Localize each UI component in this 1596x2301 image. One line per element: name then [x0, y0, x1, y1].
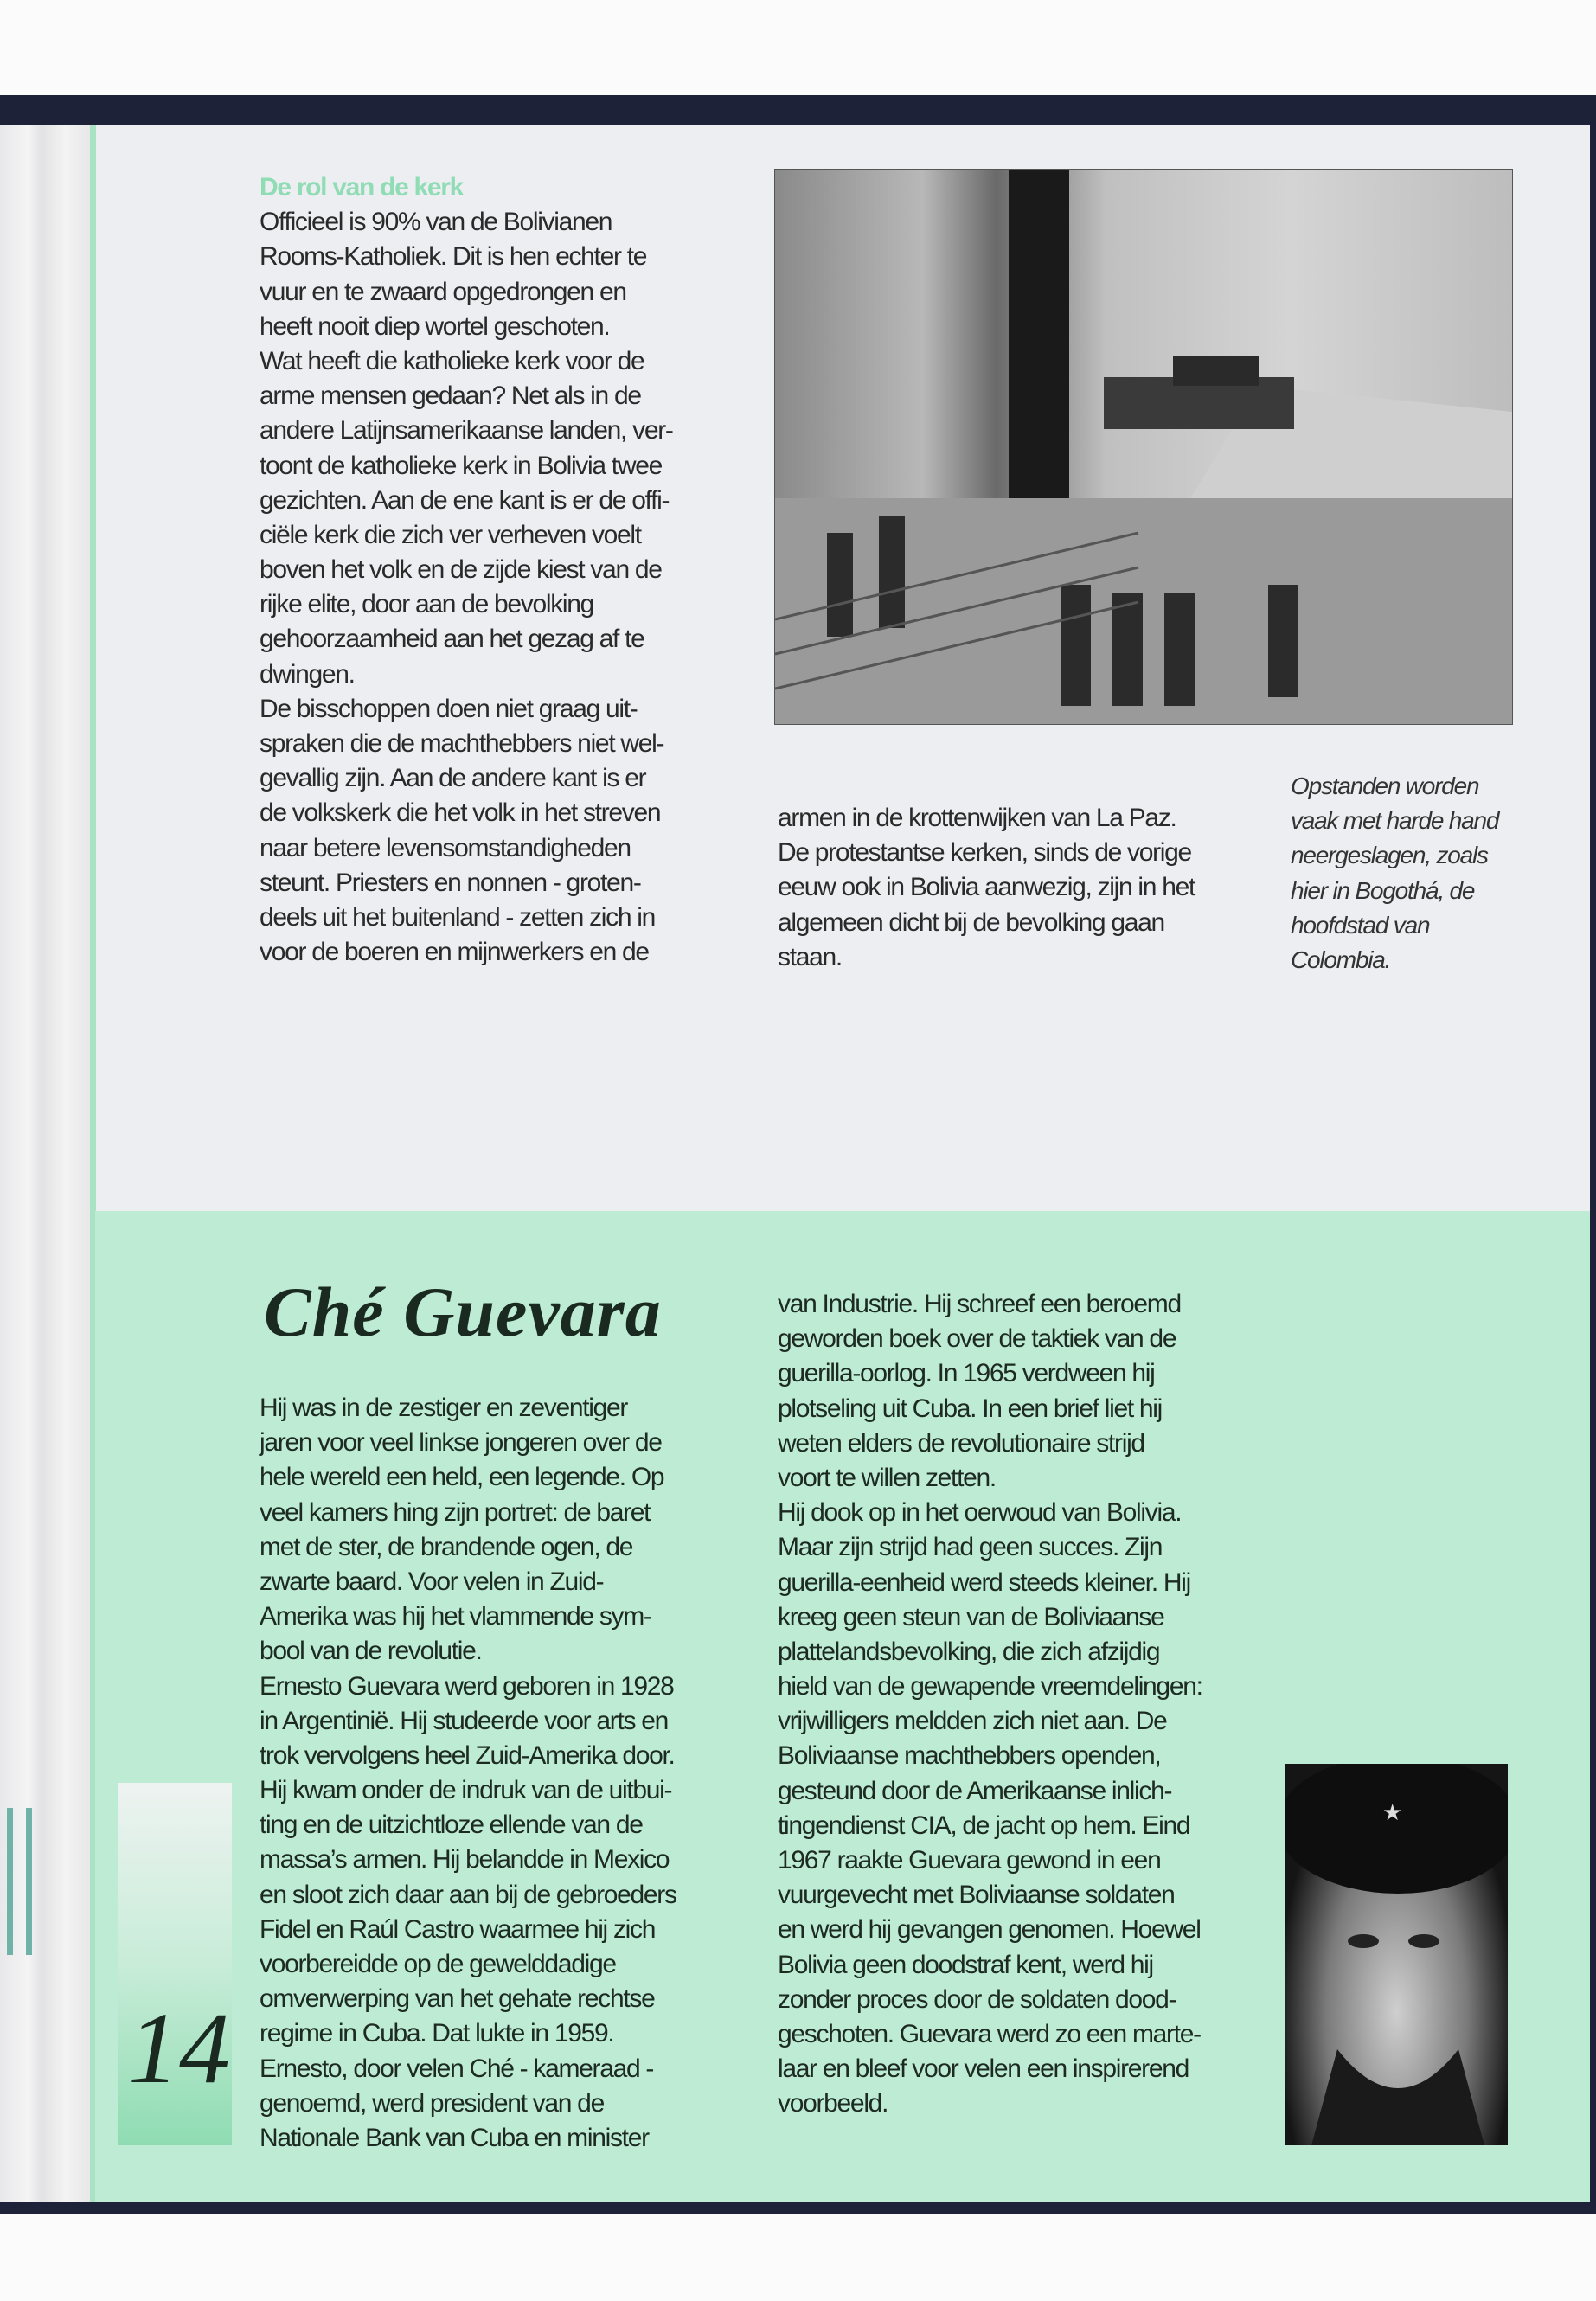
text-line: rijke elite, door aan de bevolking [260, 590, 594, 619]
text-line: gevallig zijn. Aan de andere kant is er [260, 764, 646, 793]
caption-line: hier in Bogothá, de [1291, 876, 1475, 904]
text-line: van Industrie. Hij schreef een beroemd [778, 1290, 1181, 1318]
caption-line: neergeslagen, zoals [1291, 842, 1488, 869]
text-line: Hij dook op in het oerwoud van Bolivia. [778, 1498, 1182, 1528]
text-line: omverwerping van het gehate rechtse [260, 1984, 655, 2014]
text-line: bool van de revolutie. [260, 1637, 482, 1666]
text-line: Boliviaanse machthebbers openden, [778, 1741, 1161, 1771]
text-line: naar betere levensomstandigheden [260, 833, 631, 862]
text-line: Nationale Bank van Cuba en minister [260, 2123, 649, 2152]
text-line: steunt. Priesters en nonnen - groten- [260, 868, 641, 897]
text-line: De bisschoppen doen niet graag uit- [260, 694, 638, 723]
text-line: toont de katholieke kerk in Bolivia twee [260, 451, 662, 480]
text-line: andere Latijnsamerikaanse landen, ver- [260, 416, 673, 445]
text-line: de volkskerk die het volk in het streven [260, 798, 661, 828]
photo-soldiers-tank [775, 170, 1512, 724]
text-line: Ernesto, door velen Ché - kameraad - [260, 2054, 654, 2083]
text-line: en werd hij gevangen genomen. Hoewel [778, 1915, 1201, 1945]
text-line: kreeg geen steun van de Boliviaanse [778, 1602, 1164, 1631]
text-line: Amerika was hij het vlammende sym- [260, 1602, 651, 1631]
photo-caption [1291, 769, 1499, 973]
text-line: Ernesto Guevara werd geboren in 1928 [260, 1671, 674, 1701]
text-line: arme mensen gedaan? Net als in de [260, 381, 641, 411]
text-line: hield van de gewapende vreemdelingen: [778, 1672, 1202, 1702]
text-line: voor de boeren en mijnwerkers en de [260, 938, 649, 967]
text-line: genoemd, werd president van de [260, 2088, 604, 2118]
text-line: gesteund door de Amerikaanse inlich- [778, 1776, 1172, 1805]
text-line: 1967 raakte Guevara gewond in een [778, 1846, 1161, 1875]
text-line: gezichten. Aan de ene kant is er de offi- [260, 485, 670, 515]
text-line: voort te willen zetten. [778, 1463, 996, 1492]
text-line: regime in Cuba. Dat lukte in 1959. [260, 2019, 614, 2048]
text-line: guerilla-eenheid werd steeds kleiner. Hij [778, 1567, 1190, 1597]
text-line: geworden boek over de taktiek van de [778, 1324, 1176, 1354]
text-line: weten elders de revolutionaire strijd [778, 1428, 1144, 1458]
text-line: en sloot zich daar aan bij de gebroeders [260, 1880, 676, 1909]
text-line: jaren voor veel linkse jongeren over de [260, 1428, 662, 1458]
text-line: deels uit het buitenland - zetten zich in [260, 902, 656, 932]
text-line: plattelandsbevolking, die zich afzijdig [778, 1637, 1160, 1666]
section-heading: De rol van de kerk [260, 173, 464, 202]
article-title: Ché Guevara [264, 1272, 662, 1351]
church-article-col2 [778, 801, 1195, 971]
text-line: Officieel is 90% van de Bolivianen [260, 208, 612, 237]
text-line: boven het volk en de zijde kiest van de [260, 555, 662, 585]
text-line: ting en de uitzichtloze ellende van de [260, 1811, 643, 1840]
caption-line: Opstanden worden [1291, 772, 1479, 799]
text-line: zwarte baard. Voor velen in Zuid- [260, 1567, 604, 1596]
text-line: in Argentinië. Hij studeerde voor arts en [260, 1706, 668, 1735]
caption-line: vaak met harde hand [1291, 807, 1499, 835]
text-line: Maar zijn strijd had geen succes. Zijn [778, 1533, 1163, 1562]
svg-text:★: ★ [1382, 1800, 1403, 1826]
text-line: vuurgevecht met Boliviaanse soldaten [778, 1881, 1175, 1910]
book-cover-top [0, 95, 1596, 125]
che-article-col1 [260, 1391, 676, 2152]
text-line: De protestantse kerken, sinds de vorige [778, 838, 1191, 868]
text-line: Bolivia geen doodstraf kent, werd hij [778, 1950, 1153, 1979]
text-line: zonder proces door de soldaten dood- [778, 1984, 1176, 2014]
text-line: geschoten. Guevara werd zo een marte- [778, 2019, 1201, 2048]
caption-line: Colombia. [1291, 945, 1391, 973]
text-line: Wat heeft die katholieke kerk voor de [260, 346, 644, 375]
text-line: Hij was in de zestiger en zeventiger [260, 1394, 628, 1422]
caption-line: hoofdstad van [1291, 911, 1430, 939]
text-line: plotseling uit Cuba. In een brief liet hij [778, 1394, 1163, 1423]
che-article-col2 [778, 1287, 1202, 2118]
book-cover-bottom [0, 2202, 1596, 2214]
portrait-beret-star [1285, 1764, 1508, 2145]
text-line: veel kamers hing zijn portret: de baret [260, 1497, 651, 1527]
page-edges [0, 125, 93, 2202]
text-line: guerilla-oorlog. In 1965 verdween hij [778, 1359, 1155, 1388]
text-line: ciële kerk die zich ver verheven voelt [260, 520, 641, 549]
book-cover-right [1590, 95, 1596, 2214]
text-line: met de ster, de brandende ogen, de [260, 1532, 633, 1561]
text-line: laar en bleef voor velen een inspirerend [778, 2054, 1189, 2084]
church-article-col1 [260, 170, 673, 967]
text-line: vuur en te zwaard opgedrongen en [260, 277, 626, 306]
text-line: dwingen. [260, 659, 355, 689]
page-edge-tab [26, 1808, 32, 1955]
text-line: massa’s armen. Hij belandde in Mexico [260, 1845, 670, 1875]
text-line: staan. [778, 942, 842, 971]
text-line: eeuw ook in Bolivia aanwezig, zijn in het [778, 873, 1195, 902]
text-line: trok vervolgens heel Zuid-Amerika door. [260, 1740, 675, 1770]
text-line: Fidel en Raúl Castro waarmee hij zich [260, 1914, 656, 1944]
text-line: hele wereld een held, een legende. Op [260, 1463, 664, 1492]
text-line: armen in de krottenwijken van La Paz. [778, 804, 1176, 832]
page-number: 14 [128, 1991, 230, 2105]
text-line: Hij kwam onder de indruk van de uitbui- [260, 1776, 672, 1805]
text-line: heeft nooit diep wortel geschoten. [260, 311, 610, 341]
uprising-photo [774, 169, 1513, 725]
text-line: Rooms-Katholiek. Dit is hen echter te [260, 242, 647, 272]
text-line: tingendienst CIA, de jacht op hem. Eind [778, 1811, 1190, 1840]
page-edge-tab [7, 1808, 13, 1955]
text-line: voorbereidde op de gewelddadige [260, 1950, 616, 1978]
text-line: algemeen dicht bij de bevolking gaan [778, 907, 1164, 937]
text-line: vrijwilligers meldden zich niet aan. De [778, 1707, 1167, 1736]
text-line: gehoorzaamheid aan het gezag af te [260, 625, 644, 654]
text-line: spraken die de machthebbers niet wel- [260, 729, 664, 758]
text-line: voorbeeld. [778, 2089, 888, 2118]
che-guevara-portrait [1285, 1764, 1508, 2145]
